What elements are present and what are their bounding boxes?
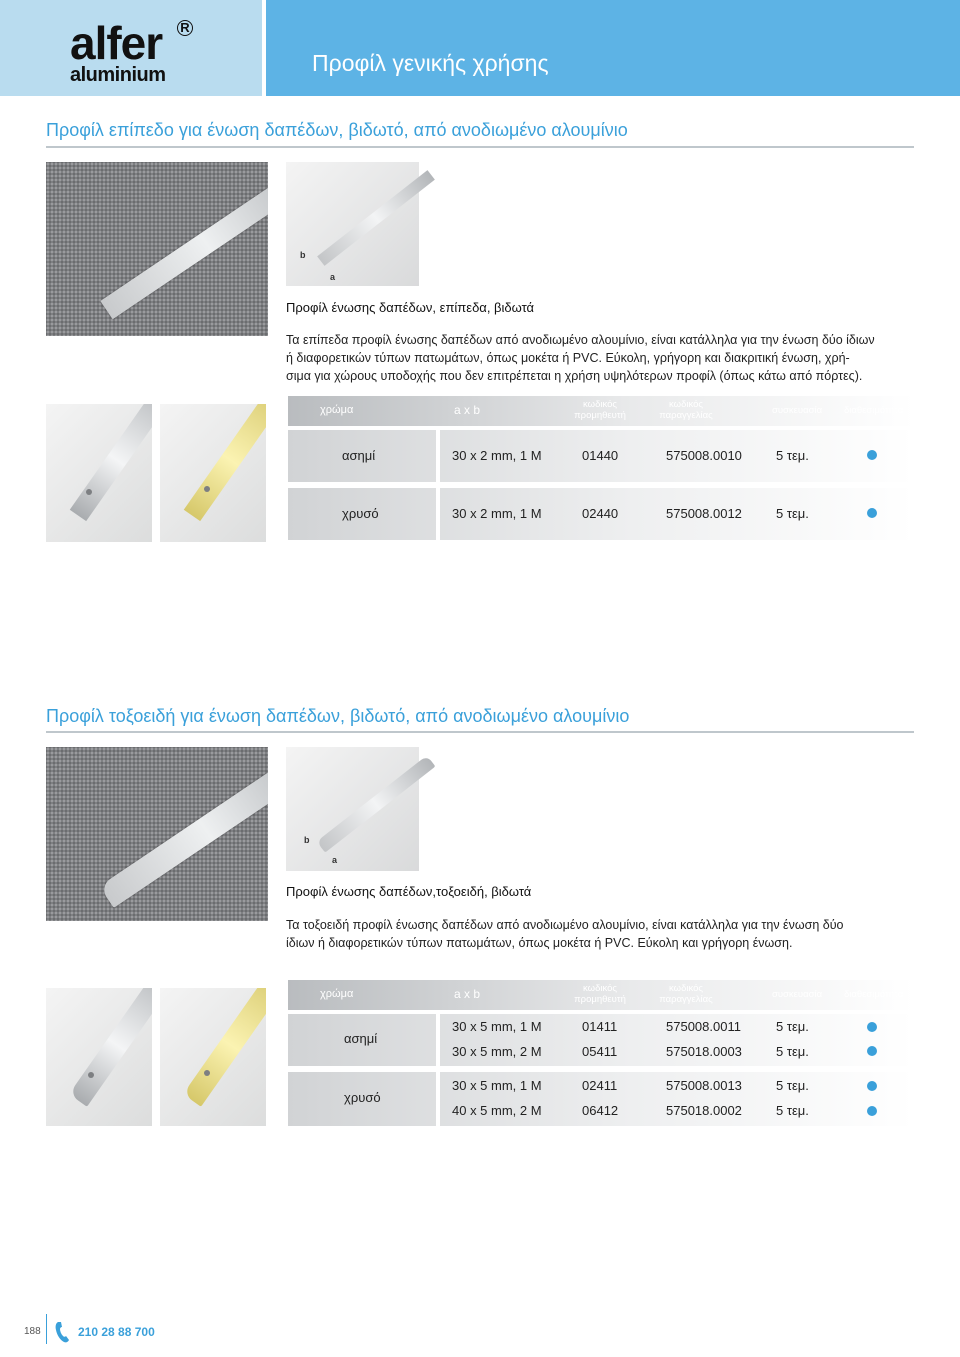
footer-divider [46,1314,47,1344]
screw-hole [88,1072,94,1078]
row-supplier-code: 06412 [582,1103,619,1118]
row-color: χρυσό [342,506,379,521]
section2-dimension-drawing [286,747,419,871]
col-supplier-code-header [560,399,640,421]
cell-separator [436,1072,440,1126]
col-packaging-header: συσκευασία [772,989,823,1000]
row-packaging: 5 τεμ. [776,1078,809,1093]
header-line: κωδικός [583,399,617,410]
desc-line: Τα τοξοειδή προφίλ ένωσης δαπέδων από ανοδιωμένο αλουμίνιο, είναι κατάλληλα για την ένωση δύο [286,918,844,932]
header-line: παραγγελίας [659,410,713,421]
header-bar [266,0,960,96]
row-packaging: 5 τεμ. [776,1103,809,1118]
row-packaging: 5 τεμ. [776,1019,809,1034]
desc-line: Τα επίπεδα προφίλ ένωσης δαπέδων από ανοδιωμένο αλουμίνιο, είναι κατάλληλα για την ένωση δύο ίδιων [286,333,875,347]
availability-dot [867,450,877,460]
screw-hole [204,486,210,492]
section2-divider [46,731,914,733]
footer-phone[interactable]: 210 28 88 700 [78,1325,155,1339]
carpet-texture [46,747,268,921]
row-order-code: 575008.0013 [666,1078,742,1093]
section2-subheading: Προφίλ ένωσης δαπέδων,τοξοειδή, βιδωτά [286,884,532,899]
section2-product-photo [46,747,268,921]
row-supplier-code: 01411 [582,1019,618,1034]
availability-dot [867,508,877,518]
header-line: κωδικός [583,983,617,994]
section2-title: Προφίλ τοξοειδή για ένωση δαπέδων, βιδωτό, από ανοδιωμένο αλουμίνιο [46,706,630,726]
row-order-code: 575008.0010 [666,448,742,463]
silver-strip [69,988,152,1107]
silver-strip [70,404,152,521]
row-supplier-code: 01440 [582,448,619,463]
header-line: προμηθευτή [574,994,626,1005]
gold-strip [183,988,266,1107]
col-availability-header: διαθεσιμότητα [844,405,904,416]
col-color-header: χρώμα [320,988,354,1000]
availability-dot [867,1022,877,1032]
section1-title: Προφίλ επίπεδο για ένωση δαπέδων, βιδωτό, από ανοδιωμένο αλουμίνιο [46,120,628,140]
section1-dimension-drawing [286,162,419,286]
gold-strip [184,404,266,521]
row-supplier-code: 05411 [582,1044,618,1059]
desc-line: σιμα για χώρους υποδοχής που δεν επιτρέπεται η χρήση υψηλότερων προφίλ (όπως κάτω από πόρτες). [286,369,863,383]
screw-hole [204,1070,210,1076]
thumb-gold-arched [160,988,266,1126]
col-availability-header: διαθεσιμότητα [844,989,904,1000]
row-supplier-code: 02440 [582,506,619,521]
section2-description [286,916,844,952]
table-row [288,430,914,482]
availability-dot [867,1106,877,1116]
thumb-silver-flat [46,404,152,542]
section1-subheading: Προφίλ ένωσης δαπέδων, επίπεδα, βιδωτά [286,300,535,315]
table-row-group [288,1014,914,1066]
col-order-code-header [646,983,726,1005]
logo-sub-text: aluminium [70,64,166,86]
registered-mark: R [177,20,193,36]
col-color-header: χρώμα [320,404,354,416]
dimension-a-label: a [330,272,336,282]
col-packaging-header: συσκευασία [772,405,823,416]
table-row [288,488,914,540]
col-supplier-code-header [560,983,640,1005]
logo-main-text: alfer [70,17,163,69]
cell-separator [436,488,440,540]
row-color: ασημί [342,448,376,463]
row-axb: 40 x 5 mm, 2 M [452,1103,542,1118]
drawing-profile [317,170,435,266]
cell-separator [436,430,440,482]
section1-table-header [288,396,914,426]
table-row-group [288,1072,914,1126]
row-axb: 30 x 5 mm, 1 M [452,1078,542,1093]
desc-line: ίδιων ή διαφορετικών τύπων πατωμάτων, όπως μοκέτα ή PVC. Εύκολη και γρήγορη ένωση. [286,936,793,950]
row-color: χρυσό [344,1090,381,1105]
row-packaging: 5 τεμ. [776,448,809,463]
header-line: κωδικός [669,399,703,410]
col-axb-header: a x b [454,403,481,417]
row-supplier-code: 02411 [582,1078,618,1093]
header-line: προμηθευτή [574,410,626,421]
availability-dot [867,1046,877,1056]
section2-table-header [288,980,914,1010]
row-order-code: 575008.0012 [666,506,742,521]
screw-hole [86,489,92,495]
thumb-silver-arched [46,988,152,1126]
section1-product-photo [46,162,268,336]
page-header [0,0,960,96]
row-packaging: 5 τεμ. [776,506,809,521]
thumb-gold-flat [160,404,266,542]
desc-line: ή διαφορετικών τύπων πατωμάτων, όπως μοκέτα ή PVC. Εύκολη, γρήγορη και διακριτική ένωση, χρή- [286,351,850,365]
col-order-code-header [646,399,726,421]
availability-dot [867,1081,877,1091]
dimension-b-label: b [304,835,310,845]
row-order-code: 575018.0003 [666,1044,742,1059]
row-order-code: 575008.0011 [666,1019,741,1034]
row-axb: 30 x 2 mm, 1 M [452,506,542,521]
header-line: κωδικός [669,983,703,994]
section1-divider [46,146,914,148]
col-axb-header: a x b [454,987,481,1001]
cell-separator [436,1014,440,1066]
phone-icon [54,1320,72,1344]
carpet-texture [46,162,268,336]
logo [0,0,262,96]
row-packaging: 5 τεμ. [776,1044,809,1059]
row-axb: 30 x 5 mm, 1 M [452,1019,542,1034]
row-order-code: 575018.0002 [666,1103,742,1118]
dimension-a-label: a [332,855,338,865]
header-line: παραγγελίας [659,994,713,1005]
row-color: ασημί [344,1031,378,1046]
section1-description [286,331,875,385]
drawing-profile [317,755,436,852]
header-title: Προφίλ γενικής χρήσης [312,50,549,76]
row-axb: 30 x 2 mm, 1 M [452,448,542,463]
page-number: 188 [24,1326,41,1337]
dimension-b-label: b [300,250,306,260]
row-axb: 30 x 5 mm, 2 M [452,1044,542,1059]
